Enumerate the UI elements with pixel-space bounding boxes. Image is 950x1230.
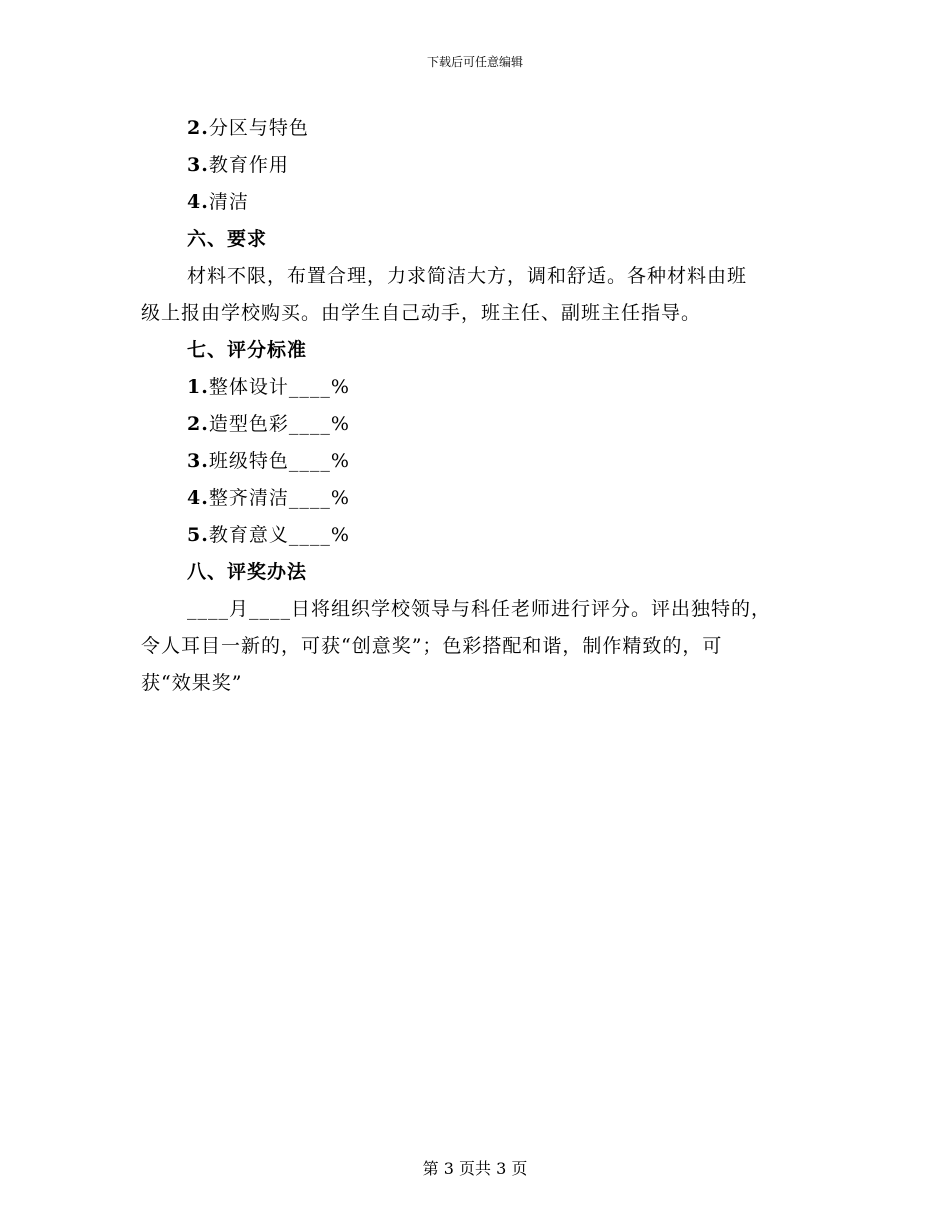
- list-item: [141, 369, 821, 406]
- list-item: [141, 184, 821, 221]
- list-item-number: 3.: [187, 154, 209, 176]
- page-header: 下载后可任意编辑: [426, 55, 523, 69]
- list-item: [141, 517, 821, 554]
- list-item-text: 教育作用: [208, 154, 289, 176]
- list-item-number: 4.: [187, 487, 209, 509]
- document-body: [141, 110, 821, 702]
- list-item-number: 4.: [187, 191, 209, 213]
- list-item-text: 造型色彩____%: [208, 413, 350, 435]
- section-heading-scoring: 七、评分标准: [187, 339, 308, 361]
- list-item-number: 1.: [187, 376, 209, 398]
- paragraph-line: 材料不限，布置合理，力求简洁大方，调和舒适。各种材料由班: [187, 265, 748, 287]
- list-item-text: 教育意义____%: [208, 524, 350, 546]
- list-item-text: 分区与特色: [208, 117, 309, 139]
- list-item: [141, 443, 821, 480]
- list-item-number: 3.: [187, 450, 209, 472]
- list-item: [141, 110, 821, 147]
- paragraph-line: 令人耳目一新的，可获“创意奖”；色彩搭配和谐，制作精致的，可: [141, 635, 723, 657]
- paragraph-line: ____月____日将组织学校领导与科任老师进行评分。评出独特的，: [187, 598, 772, 620]
- list-item: [141, 480, 821, 517]
- list-item-text: 班级特色____%: [208, 450, 350, 472]
- list-item: [141, 406, 821, 443]
- section-heading-awards: 八、评奖办法: [187, 561, 308, 583]
- list-item-text: 整齐清洁____%: [208, 487, 350, 509]
- paragraph-line: 级上报由学校购买。由学生自己动手，班主任、副班主任指导。: [141, 302, 702, 324]
- paragraph-line: 获“效果奖”: [141, 672, 243, 694]
- list-item: [141, 147, 821, 184]
- list-item-number: 2.: [187, 413, 209, 435]
- list-item-number: 2.: [187, 117, 209, 139]
- list-item-text: 清洁: [208, 191, 249, 213]
- section-heading-requirements: 六、要求: [187, 228, 268, 250]
- list-item-number: 5.: [187, 524, 209, 546]
- list-item-text: 整体设计____%: [208, 376, 350, 398]
- page-footer: 第 3 页共 3 页: [422, 1159, 528, 1178]
